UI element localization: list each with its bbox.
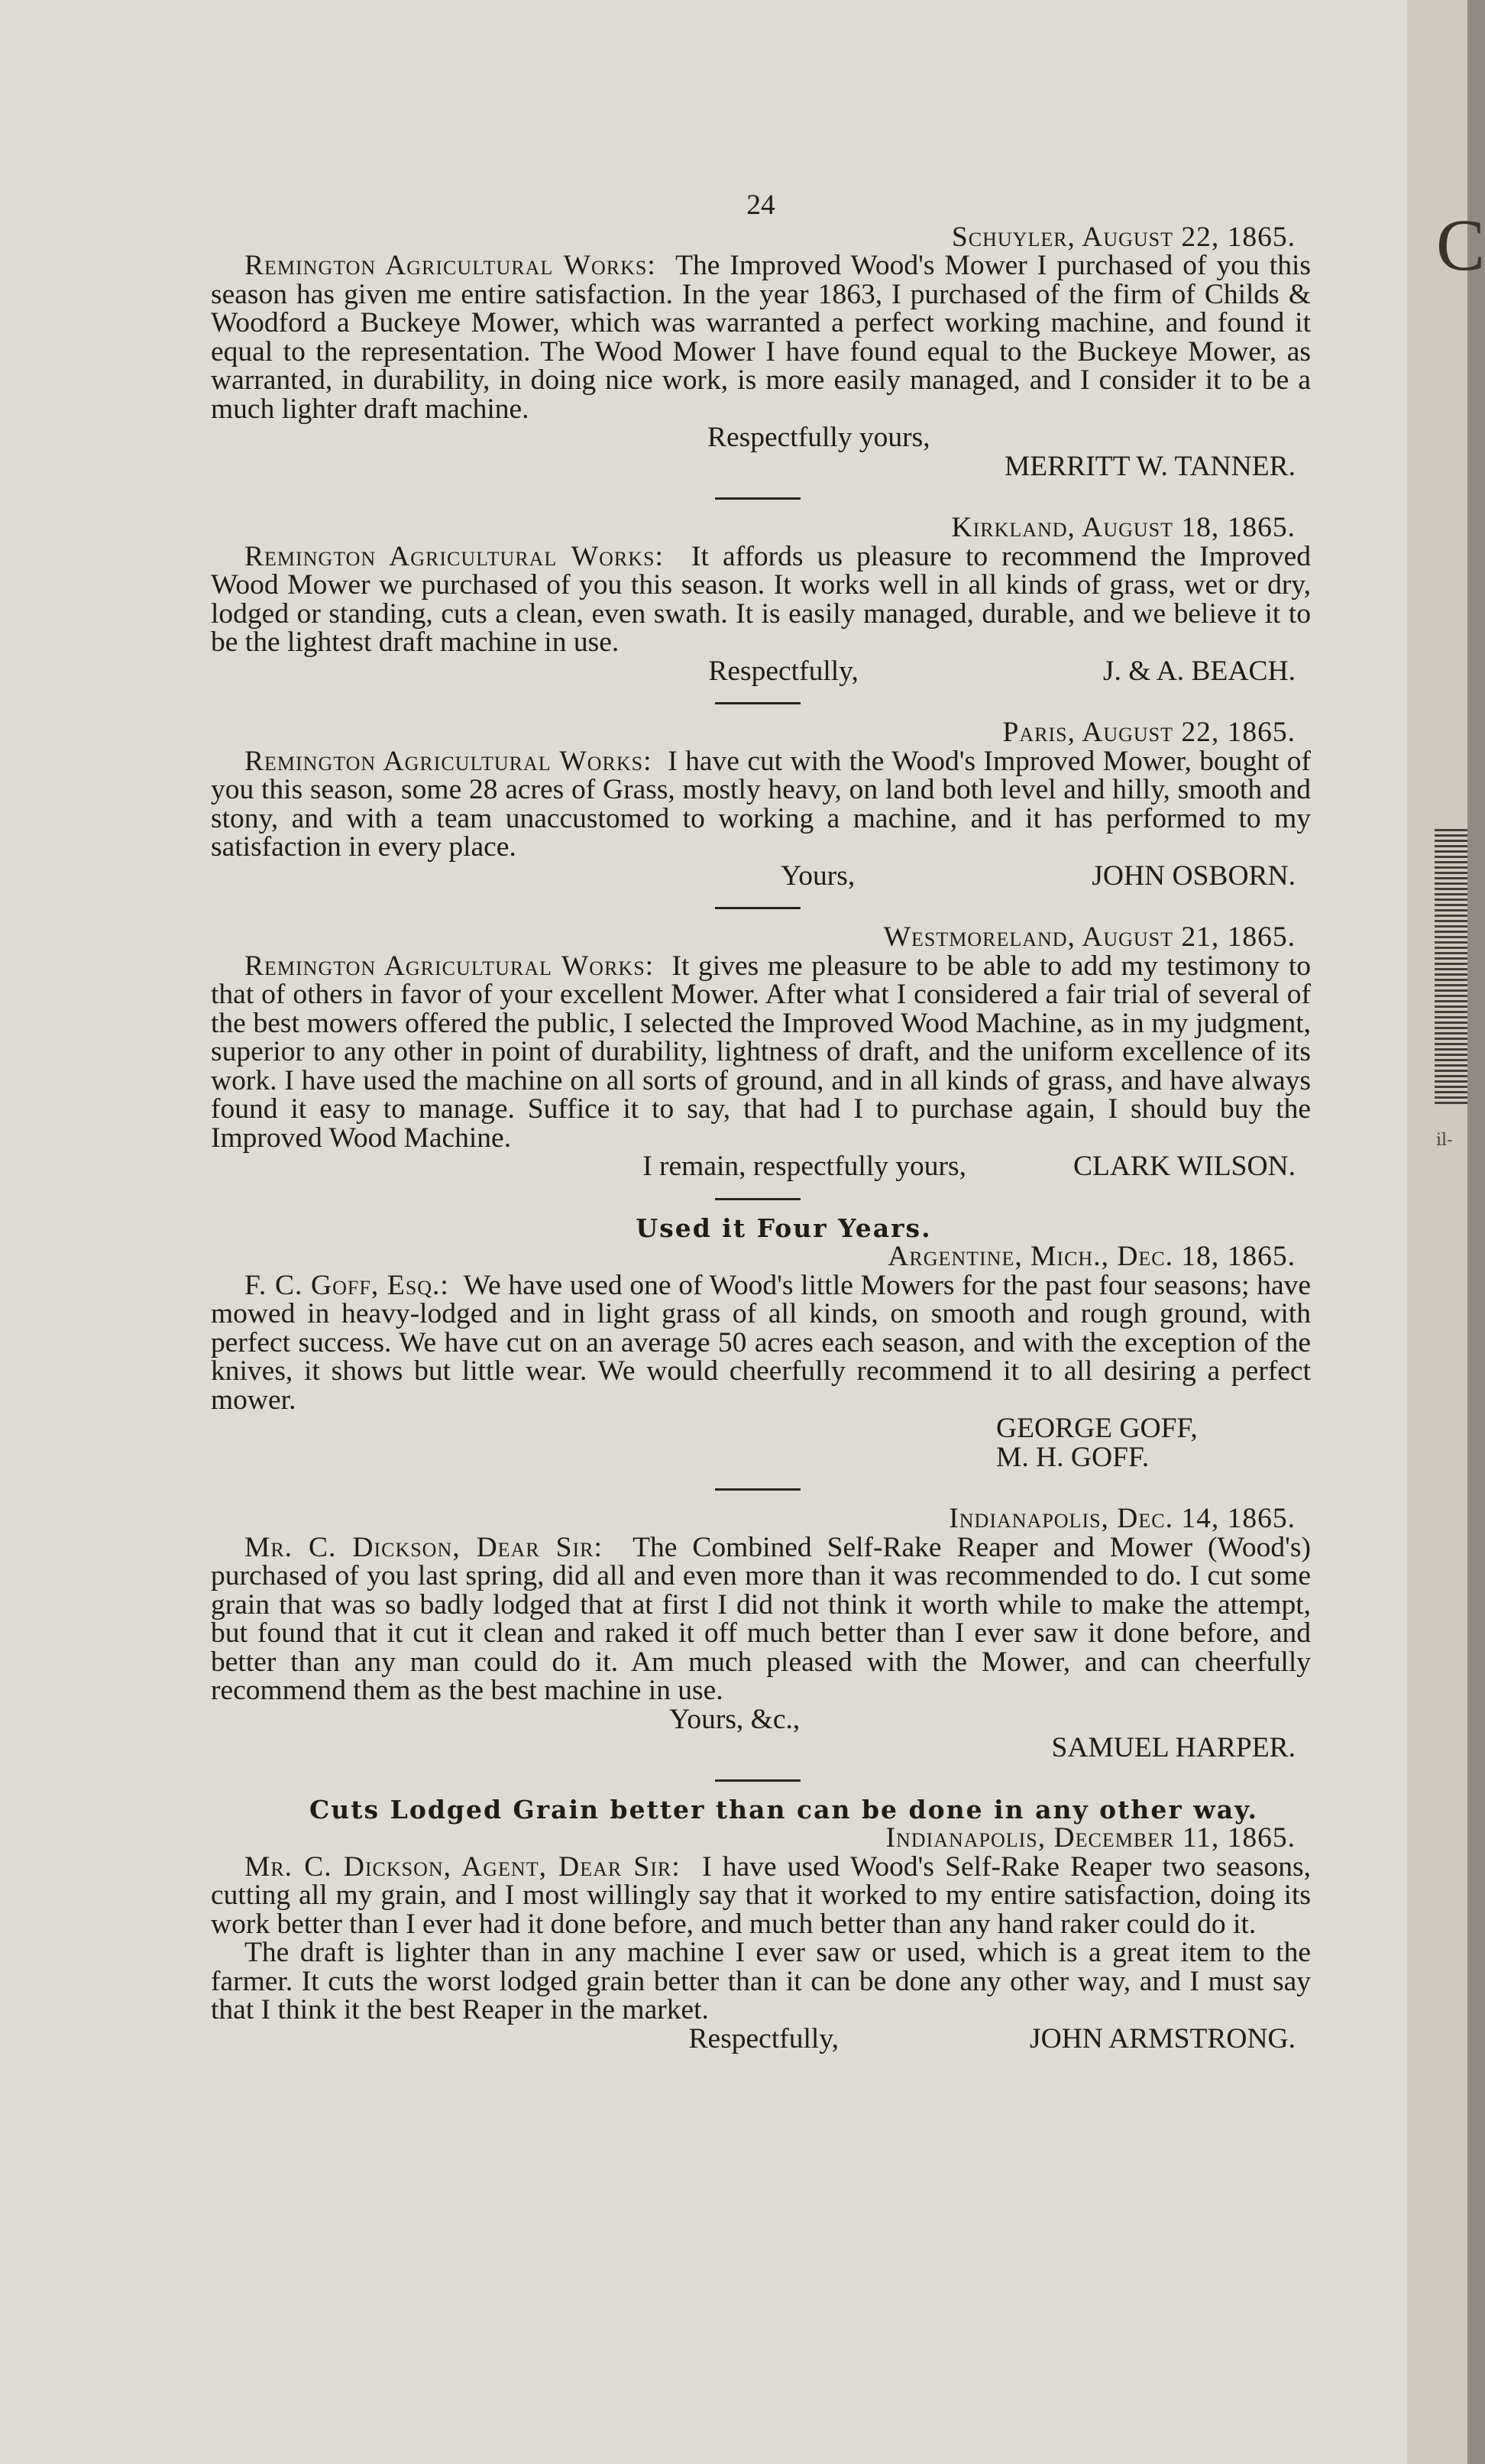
letter-closing: Respectfully, [708, 655, 859, 687]
section-divider [715, 907, 801, 909]
letter-signature: J. & A. BEACH. [1102, 655, 1296, 687]
page-number: 24 [746, 189, 775, 221]
adjacent-page-edge [1407, 0, 1467, 2464]
letter-signature: M. H. GOFF. [996, 1441, 1150, 1473]
letter-closing: Respectfully yours, [707, 422, 930, 453]
page-content [211, 191, 1311, 2053]
letter-body [211, 1533, 1311, 1705]
letter-salutation: Remington Agricultural Works: [244, 540, 664, 572]
letter-closing-row [211, 2022, 1311, 2054]
letter-place-date: Indianapolis, December 11, 1865. [885, 1822, 1296, 1854]
letter-place-date: Argentine, Mich., Dec. 18, 1865. [888, 1241, 1296, 1272]
section-divider [715, 1488, 801, 1491]
section-divider [715, 497, 801, 500]
letter-text: It affords us pleasure to recommend the Improved Wood Mower we purchased of you this season. It works well in all kinds of grass, wet or dry, lodged or standing, cuts a clean, even swath. It is easily managed, durable, and we believe it to be the lightest draft machine in use. [211, 540, 1311, 658]
letter-place-date: Indianapolis, Dec. 14, 1865. [949, 1503, 1296, 1534]
section-divider [715, 1198, 801, 1200]
letter-body [211, 952, 1311, 1153]
letter-wilson [211, 923, 1311, 1181]
letter-body [211, 251, 1311, 423]
letter-place-date: Schuyler, August 22, 1865. [951, 221, 1296, 253]
letter-beach [211, 513, 1311, 685]
adjacent-page-mark: il- [1436, 1131, 1453, 1150]
letter-place-date: Paris, August 22, 1865. [1002, 717, 1296, 748]
letter-signature: MERRITT W. TANNER. [1004, 450, 1296, 482]
letter-place-date: Kirkland, August 18, 1865. [951, 512, 1296, 543]
letter-body [211, 747, 1311, 862]
letter-salutation: Remington Agricultural Works: [244, 250, 656, 281]
letter-signature: GEORGE GOFF, [996, 1413, 1198, 1444]
letter-body [211, 542, 1311, 657]
letter-closing: Yours, &c., [669, 1703, 801, 1735]
letter-armstrong [211, 1795, 1311, 2054]
letter-text: I have cut with the Wood's Improved Mower, bought of you this season, some 28 acres of Grass, mostly heavy, on land both level and hilly, smooth and stony, and with a team unaccustomed to working a machine, and it has performed to my satisfaction in every place. [211, 745, 1312, 863]
letter-goff [211, 1214, 1311, 1472]
letter-salutation: Mr. C. Dickson, Dear Sir: [244, 1531, 603, 1563]
section-heading: Used it Four Years. [636, 1213, 932, 1243]
letter-closing-row [211, 862, 1311, 891]
letter-tanner [211, 223, 1311, 481]
letter-text: It gives me pleasure to be able to add my testimony to that of others in favor of your excellent Mower. After what I considered a fair trial of several of the best mowers offered the public, I selected the Improved Wood Machine, as in my judgment, superior to any other in point of durability, lightness of draft, and the uniform excellence of its work. I have used the machine on all sorts of ground, and in all kinds of grass, and have always found it easy to manage. Suffice it to say, that had I to purchase again, I should buy the Improved Wood Machine. [211, 950, 1311, 1154]
letter-closing: Yours, [780, 860, 856, 892]
letter-salutation: F. C. Goff, Esq.: [244, 1269, 449, 1301]
letter-text: We have used one of Wood's little Mowers for the past four seasons; have mowed in heavy-lodged and in light grass of all kinds, on smooth and rough ground, with perfect success. We have cut on an average 50 acres each season, and with the exception of the knives, it shows but little wear. We would cheerfully recommend it to all desiring a perfect mower. [211, 1269, 1312, 1416]
letter-body [211, 1850, 1312, 1940]
letter-salutation: Mr. C. Dickson, Agent, Dear Sir: [244, 1850, 681, 1883]
letter-closing-row [211, 1152, 1311, 1181]
letter-signature: SAMUEL HARPER. [1051, 1732, 1296, 1763]
letter-salutation: Remington Agricultural Works: [244, 745, 652, 777]
section-divider [715, 1779, 801, 1782]
letter-closing-row [211, 657, 1311, 686]
letter-signature: CLARK WILSON. [1073, 1151, 1296, 1182]
letter-place-date: Westmoreland, August 21, 1865. [883, 921, 1296, 953]
adjacent-page-engraving [1435, 829, 1467, 1104]
letter-signature: JOHN OSBORN. [1092, 860, 1296, 892]
section-heading: Cuts Lodged Grain better than can be done in any other way. [309, 1794, 1258, 1825]
letter-signature: JOHN ARMSTRONG. [1030, 2022, 1296, 2054]
section-divider [715, 702, 801, 704]
letter-body-continued: The draft is lighter than in any machine I ever saw or used, which is a great item to the farmer. It cuts the worst lodged grain better than it can be done any other way, and I must say that I think it the best Reaper in the market. [211, 1937, 1311, 2025]
letter-osborn [211, 718, 1311, 890]
letter-text: The Improved Wood's Mower I purchased of you this season has given me entire satisfaction. In the year 1863, I purchased of the firm of Childs & Woodford a Buckeye Mower, which was warranted a perfect working machine, and found it equal to the representation. The Wood Mower I have found equal to the Buckeye Mower, as warranted, in durability, in doing nice work, is more easily managed, and I consider it to be a much lighter draft machine. [211, 250, 1311, 425]
letter-closing: Respectfully, [688, 2022, 840, 2054]
letter-salutation: Remington Agricultural Works: [244, 950, 655, 982]
letter-harper [211, 1504, 1311, 1763]
letter-body [211, 1271, 1311, 1415]
letter-text: The Combined Self-Rake Reaper and Mower (Wood's) purchased of you last spring, did all and even more than it was recommended to do. I cut some grain that was so badly lodged that at first I did not think it worth while to make the attempt, but found that it cut it clean and raked it off much better than I ever saw it done before, and better than any man could do it. Am much pleased with the Mower, and can cheerfully recommend them as the best machine in use. [211, 1531, 1311, 1706]
adjacent-page-letter: C [1436, 204, 1485, 286]
letter-closing: I remain, respectfully yours, [642, 1151, 967, 1182]
letter-text: I have used Wood's Self-Rake Reaper two seasons, cutting all my grain, and I most willingly say that it worked to my entire satisfaction, doing its work better than I ever had it done before, and much better than any hand raker could do it. [211, 1850, 1312, 1940]
